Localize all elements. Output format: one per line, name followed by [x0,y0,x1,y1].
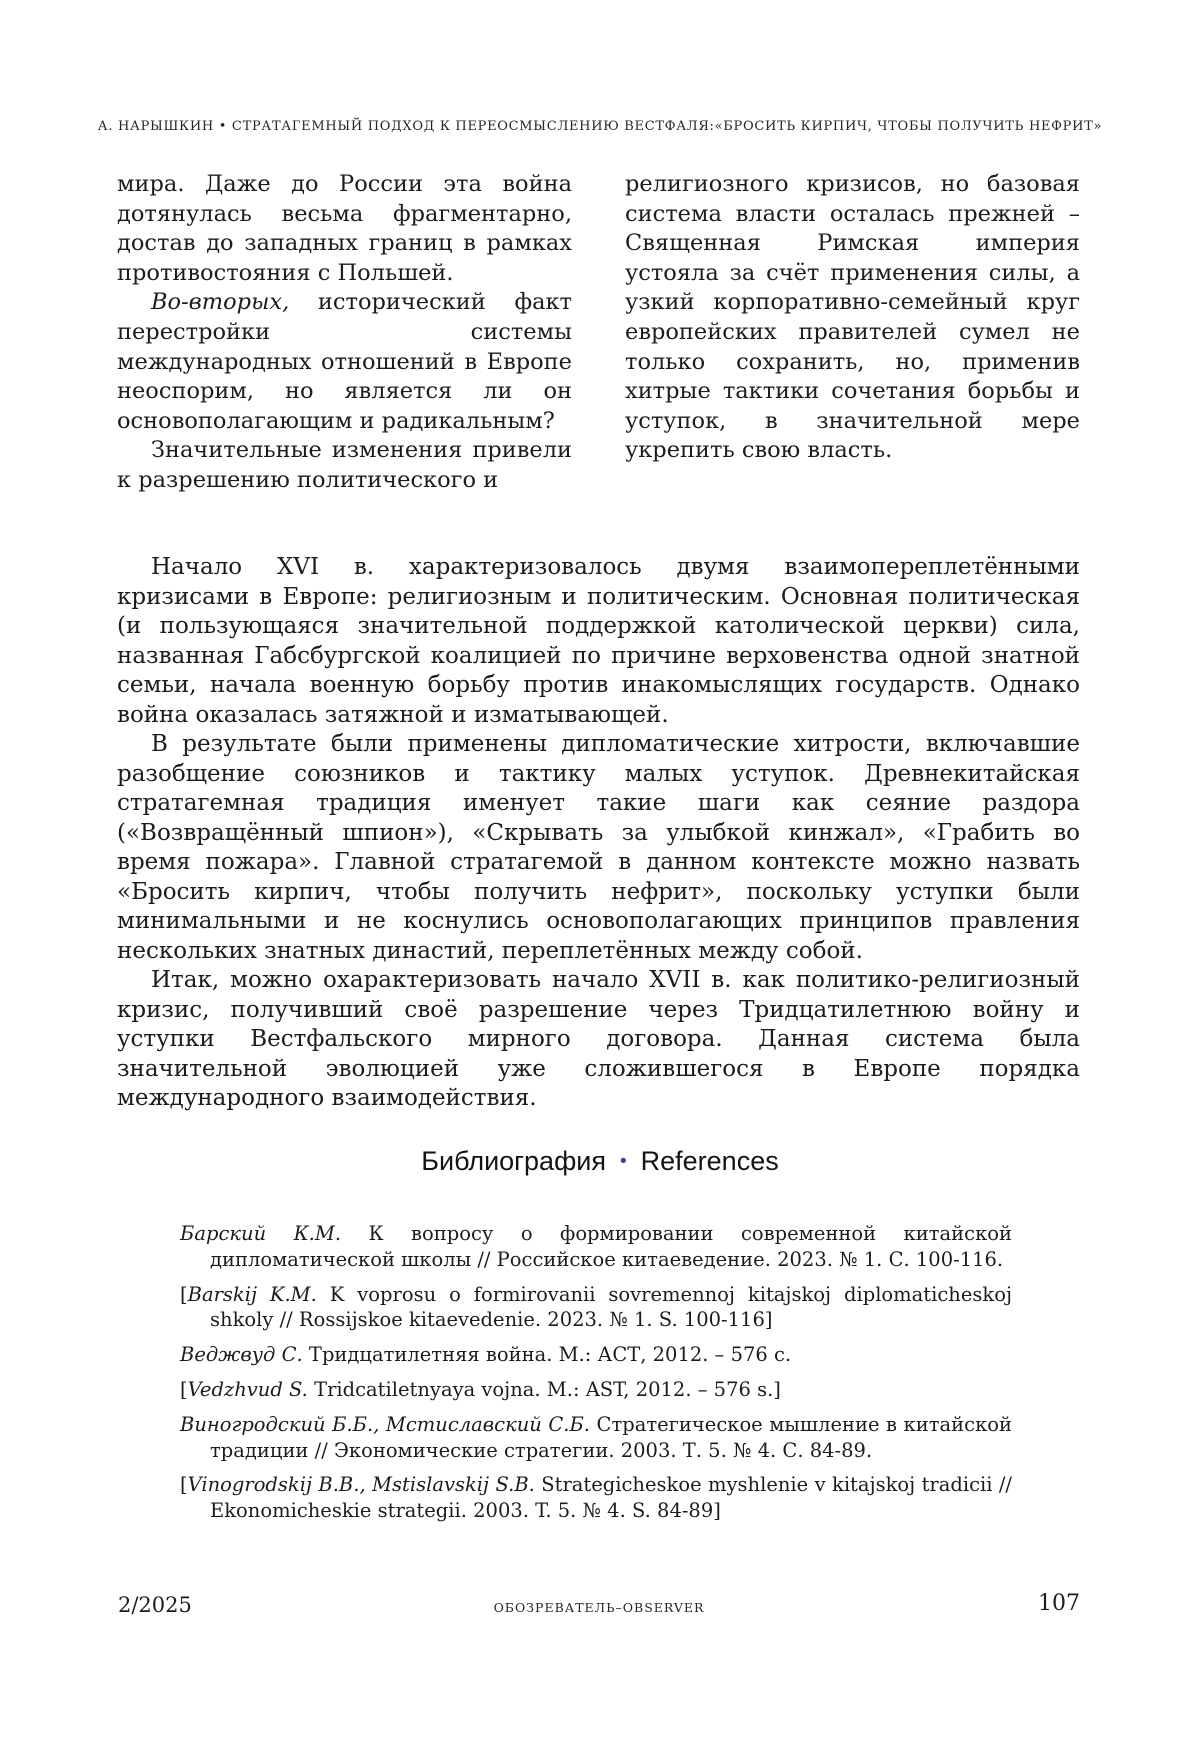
footer-page-number: 107 [1038,1591,1080,1616]
entry-text: Стратегическое мышление в китайской традиции // Экономические стратегии. 2003. Т. 5. № 4. С. 84-89. [210,1412,1012,1462]
entry-text: Тридцатилетняя война. М.: АСТ, 2012. – 576 с. [302,1343,792,1367]
footer-issue-number: 2/2025 [118,1593,192,1617]
bibliography-entry [180,1282,1012,1334]
bibliography-list [180,1221,1012,1533]
bibliography-heading-en: References [640,1146,779,1176]
bibliography-heading-ru: Библиография [421,1146,606,1176]
bibliography-entry [180,1342,1012,1368]
paragraph-text: религиозного кризисов, но базовая система власти осталась прежней – Священная Римская империя устояла за счёт применения силы, а узкий корпоративно-семейный круг европейских правителей сумел не только сохранить, но, применив хитрые тактики сочетания борьбы и уступок, в значительной мере укрепить свою власть. [625,171,1080,464]
paragraph [117,553,1080,730]
paragraph-text: Значительные изменения привели к разрешению политического и [117,437,572,493]
entry-author: Vedzhvud S. [187,1377,308,1401]
entry-text: K voprosu o formirovanii sovremennoj kitajskoj diplomaticheskoj shkoly // Rossijskoe kitaevedenie. 2023. № 1. S. 100-116] [210,1282,1012,1332]
entry-text: Tridcatiletnyaya vojna. M.: AST, 2012. – 576 s.] [307,1377,781,1401]
bibliography-entry [180,1221,1012,1273]
paragraph [117,170,572,288]
bibliography-separator-dot: • [619,1151,627,1172]
italic-lead: Во-вторых, [151,289,290,316]
paragraph [625,170,1080,466]
entry-open-bracket: [ [180,1473,188,1497]
footer-journal-title: ОБОЗРЕВАТЕЛЬ–OBSERVER [493,1600,705,1615]
bibliography-entry [180,1412,1012,1464]
paragraph-text: мира. Даже до России эта война дотянулась весьма фрагментарно, достав до западных границ в рамках противостояния с Польшей. [117,171,572,286]
paragraph-text: Начало XVI в. характеризовалось двумя взаимопереплетёнными кризисами в Европе: религиозным и политическим. Основная политическая (и пользующаяся значительной поддержкой католической церкви) сила, названная Габсбургской коалицией по причине верховенства одной знатной семьи, начала военную борьбу против инакомыслящих государств. Однако война оказалась затяжной и изматывающей. [117,554,1080,728]
full-width-section [117,553,1080,1114]
paragraph [117,288,572,436]
entry-author: Барский К.М. [180,1222,342,1245]
paragraph [117,730,1080,966]
paragraph-text: исторический факт перестройки системы международных отношений в Европе неоспорим, но является ли он основополагающим и радикальным? [117,289,572,434]
paragraph [117,436,572,495]
entry-text: Strategicheskoe myshlenie v kitajskoj tradicii // Ekonomicheskie strategii. 2003. T. 5. № 4. S. 84-89] [210,1473,1012,1523]
paragraph-text: В результате были применены дипломатические хитрости, включавшие разобщение союзников и тактику малых уступок. Древнекитайская стратагемная традиция именует такие шаги как сеяние раздора («Возвращённый шпион»), «Скрывать за улыбкой кинжал», «Грабить во время пожара». Главной стратагемой в данном контексте можно назвать «Бросить кирпич, чтобы получить нефрит», поскольку уступки были минимальными и не коснулись основополагающих принципов правления нескольких знатных династий, переплетённых между собой. [117,731,1080,964]
entry-open-bracket: [ [180,1282,188,1306]
page-footer [118,1593,1080,1623]
entry-author: Виногродский Б.Б., Мстиславский С.Б. [180,1412,591,1436]
entry-open-bracket: [ [180,1377,188,1401]
left-column [117,170,572,496]
entry-text: К вопросу о формировании современной китайской дипломатической школы // Российское китаеведение. 2023. № 1. С. 100-116. [210,1222,1012,1271]
entry-author: Vinogrodskij B.B., Mstislavskij S.B. [187,1473,535,1497]
bibliography-entry [180,1377,1012,1403]
paragraph [117,966,1080,1114]
right-column [625,170,1080,496]
two-column-section [117,170,1080,496]
paragraph-text: Итак, можно охарактеризовать начало XVII в. как политико-религиозный кризис, получивший своё разрешение через Тридцатилетнюю войну и уступки Вестфальского мирного договора. Данная система была значительной эволюцией уже сложившегося в Европе порядка международного взаимодействия. [117,967,1080,1111]
bibliography-heading [0,1146,1200,1177]
running-head: А. НАРЫШКИН • СТРАТАГЕМНЫЙ ПОДХОД К ПЕРЕОСМЫСЛЕНИЮ ВЕСТФАЛЯ:«БРОСИТЬ КИРПИЧ, ЧТОБЫ ПОЛУЧИТЬ НЕФРИТ» [97,119,1103,134]
entry-author: Веджвуд С. [180,1343,303,1367]
entry-author: Barskij K.M. [187,1282,317,1306]
bibliography-entry [180,1472,1012,1524]
